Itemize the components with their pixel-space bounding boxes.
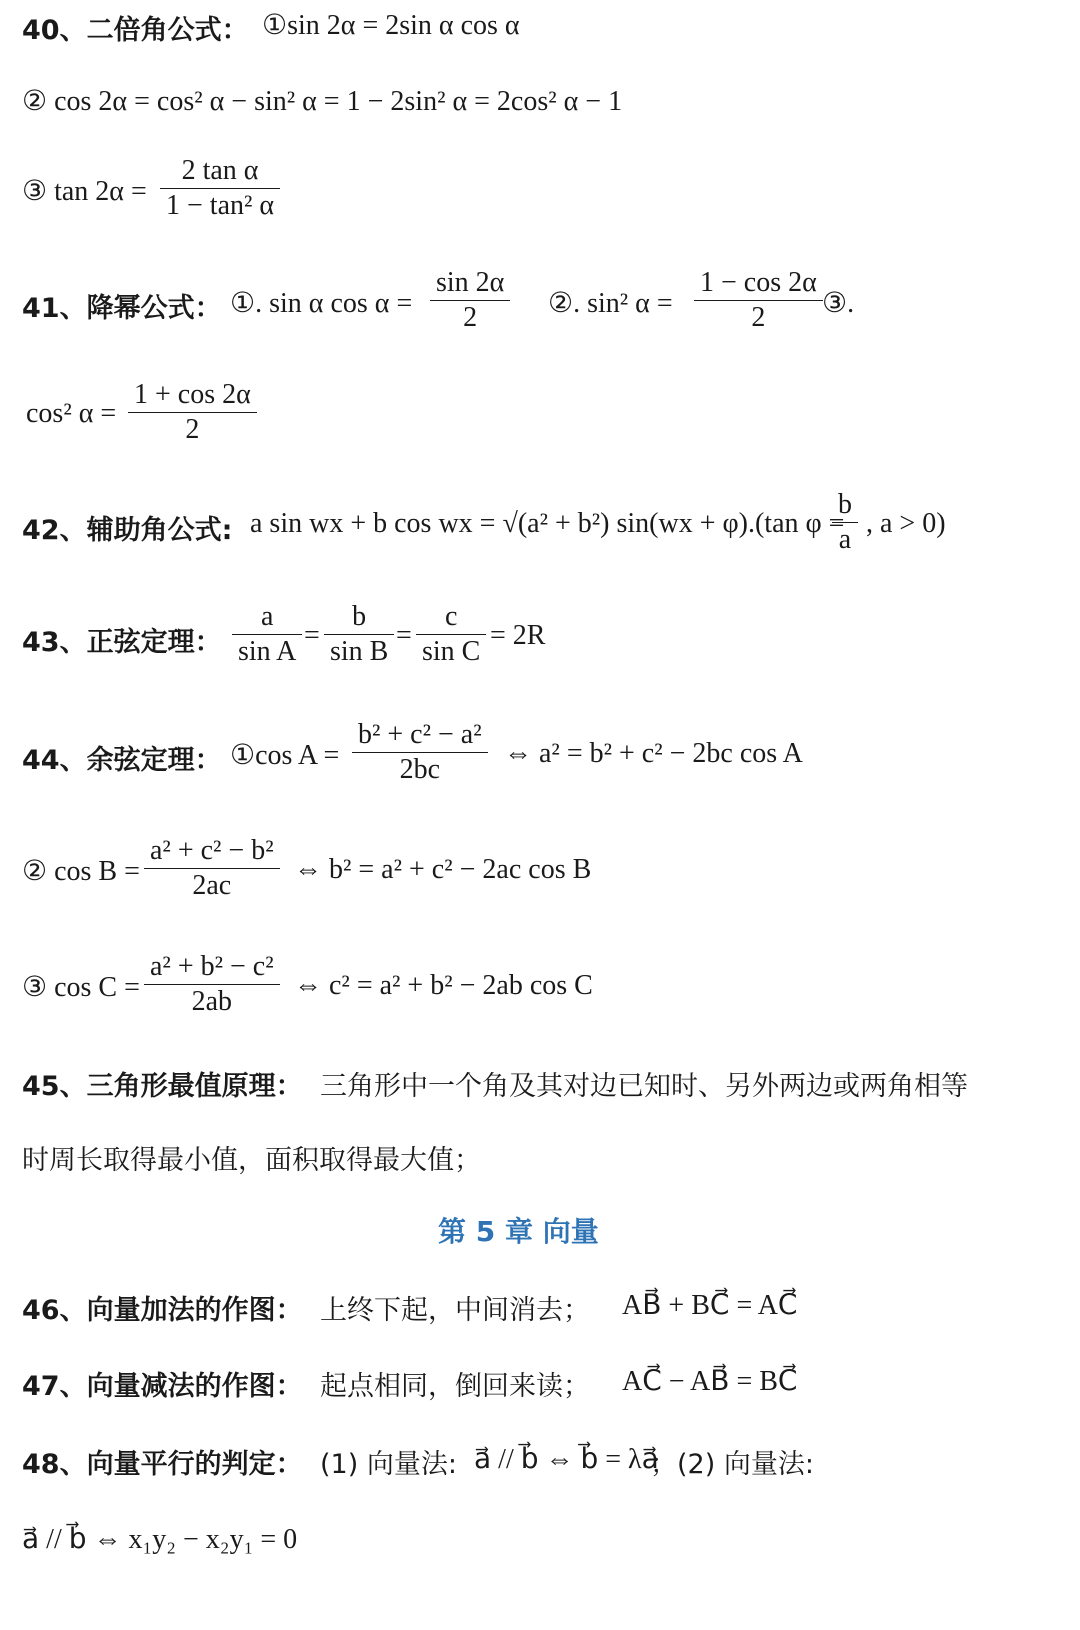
fraction-denominator: sin A — [238, 636, 297, 667]
fraction-numerator: a² + c² − b² — [150, 835, 274, 866]
chapter-heading: 第 5 章 向量 — [438, 1215, 599, 1248]
fraction-denominator: sin C — [422, 636, 481, 667]
formula-40-eq2: ② cos 2α = cos² α − sin² α = 1 − 2sin² α = 2cos² α − 1 — [22, 86, 623, 117]
formula-40-label: 40、二倍角公式： — [22, 15, 249, 46]
formula-45-text-line2: 时周长取得最小值，面积取得最大值； — [22, 1145, 481, 1176]
formula-47-eq: AC⃗ − AB⃗ = BC⃗ — [622, 1366, 798, 1397]
formula-45-label: 45、三角形最值原理： — [22, 1071, 303, 1102]
fraction-numerator: b² + c² − a² — [358, 719, 482, 750]
formula-41-eq1-prefix: ①. sin α cos α = — [230, 288, 413, 319]
fraction-numerator: a² + b² − c² — [150, 951, 274, 982]
formula-43-label: 43、正弦定理： — [22, 627, 222, 658]
formula-43-fraction-a — [232, 600, 302, 669]
fraction-numerator: c — [444, 601, 458, 632]
formula-44-r1-fraction — [352, 718, 488, 787]
formula-41-eq3-fraction — [128, 378, 257, 447]
formula-48-eq2: a⃗ // b⃗ ⇔ x₁y₂ − x₂y₁ = 0 — [22, 1524, 298, 1555]
formula-43-fraction-b — [324, 600, 394, 669]
equals-sign: = — [304, 620, 320, 651]
fraction-denominator: 2bc — [399, 754, 441, 785]
formula-40-eq3-fraction — [160, 154, 280, 223]
formula-46-text: 上终下起，中间消去； — [320, 1295, 590, 1326]
formula-42-eq: a sin wx + b cos wx = √(a² + b²) sin(wx + φ).(tan φ = — [250, 508, 845, 539]
fraction-numerator: sin 2α — [436, 267, 505, 298]
formula-40-eq3-prefix: ③ tan 2α = — [22, 176, 147, 207]
formula-41-eq2-prefix: ②. sin² α = — [548, 288, 673, 319]
fraction-denominator: 2ac — [192, 870, 232, 901]
fraction-denominator: 1 − tan² α — [166, 190, 275, 221]
formula-44-r2-tail: ⇔ b² = a² + c² − 2ac cos B — [294, 854, 592, 885]
formula-41-eq3-prefix: cos² α = — [26, 398, 117, 429]
formula-41-eq3-marker: ③. — [822, 288, 855, 319]
fraction-denominator: 2 — [463, 302, 478, 333]
formula-48-eq1: a⃗ // b⃗ ⇔ b⃗ = λa⃗ — [474, 1444, 659, 1475]
fraction-denominator: 2ab — [191, 986, 233, 1017]
fraction-denominator: 2 — [751, 302, 766, 333]
fraction-denominator: sin B — [330, 636, 389, 667]
formula-44-r1-prefix: ①cos A = — [230, 740, 340, 771]
formula-44-label: 44、余弦定理： — [22, 745, 222, 776]
formula-44-r3-fraction — [144, 950, 280, 1019]
formula-48-text: (1) 向量法: — [320, 1449, 457, 1480]
formula-44-r2-prefix: ② cos B = — [22, 856, 140, 887]
fraction-numerator: b — [838, 489, 852, 520]
formula-43-fraction-c — [416, 600, 486, 669]
formula-46-eq: AB⃗ + BC⃗ = AC⃗ — [622, 1290, 798, 1321]
formula-47-text: 起点相同，倒回来读； — [320, 1371, 590, 1402]
equals-sign: = — [396, 620, 412, 651]
formula-44-r2-fraction — [144, 834, 280, 903]
fraction-numerator: 1 + cos 2α — [134, 379, 251, 410]
formula-45-text-line1: 三角形中一个角及其对边已知时、另外两边或两角相等 — [320, 1071, 968, 1102]
fraction-denominator: 2 — [185, 414, 200, 445]
formula-42-fraction — [832, 488, 858, 557]
formula-47-label: 47、向量减法的作图： — [22, 1371, 303, 1402]
formula-42-label: 42、辅助角公式: — [22, 515, 233, 546]
formula-41-label: 41、降幂公式： — [22, 293, 222, 324]
formula-41-eq1-fraction — [430, 266, 510, 335]
formula-42-tail: , a > 0) — [866, 508, 946, 539]
formula-46-label: 46、向量加法的作图： — [22, 1295, 303, 1326]
fraction-numerator: 2 tan α — [181, 155, 259, 186]
formula-44-r3-prefix: ③ cos C = — [22, 972, 140, 1003]
formula-48-label: 48、向量平行的判定： — [22, 1449, 303, 1480]
formula-44-r3-tail: ⇔ c² = a² + b² − 2ab cos C — [294, 970, 593, 1001]
formula-48-text2: ；(2) 向量法: — [650, 1449, 814, 1480]
formula-41-eq2-fraction — [694, 266, 823, 335]
formula-40-eq1: ①sin 2α = 2sin α cos α — [262, 10, 520, 41]
formula-43-tail: = 2R — [490, 620, 546, 651]
fraction-numerator: 1 − cos 2α — [700, 267, 817, 298]
fraction-denominator: a — [838, 524, 852, 555]
fraction-numerator: b — [352, 601, 367, 632]
formula-44-r1-tail: ⇔ a² = b² + c² − 2bc cos A — [504, 738, 803, 769]
fraction-numerator: a — [260, 601, 274, 632]
